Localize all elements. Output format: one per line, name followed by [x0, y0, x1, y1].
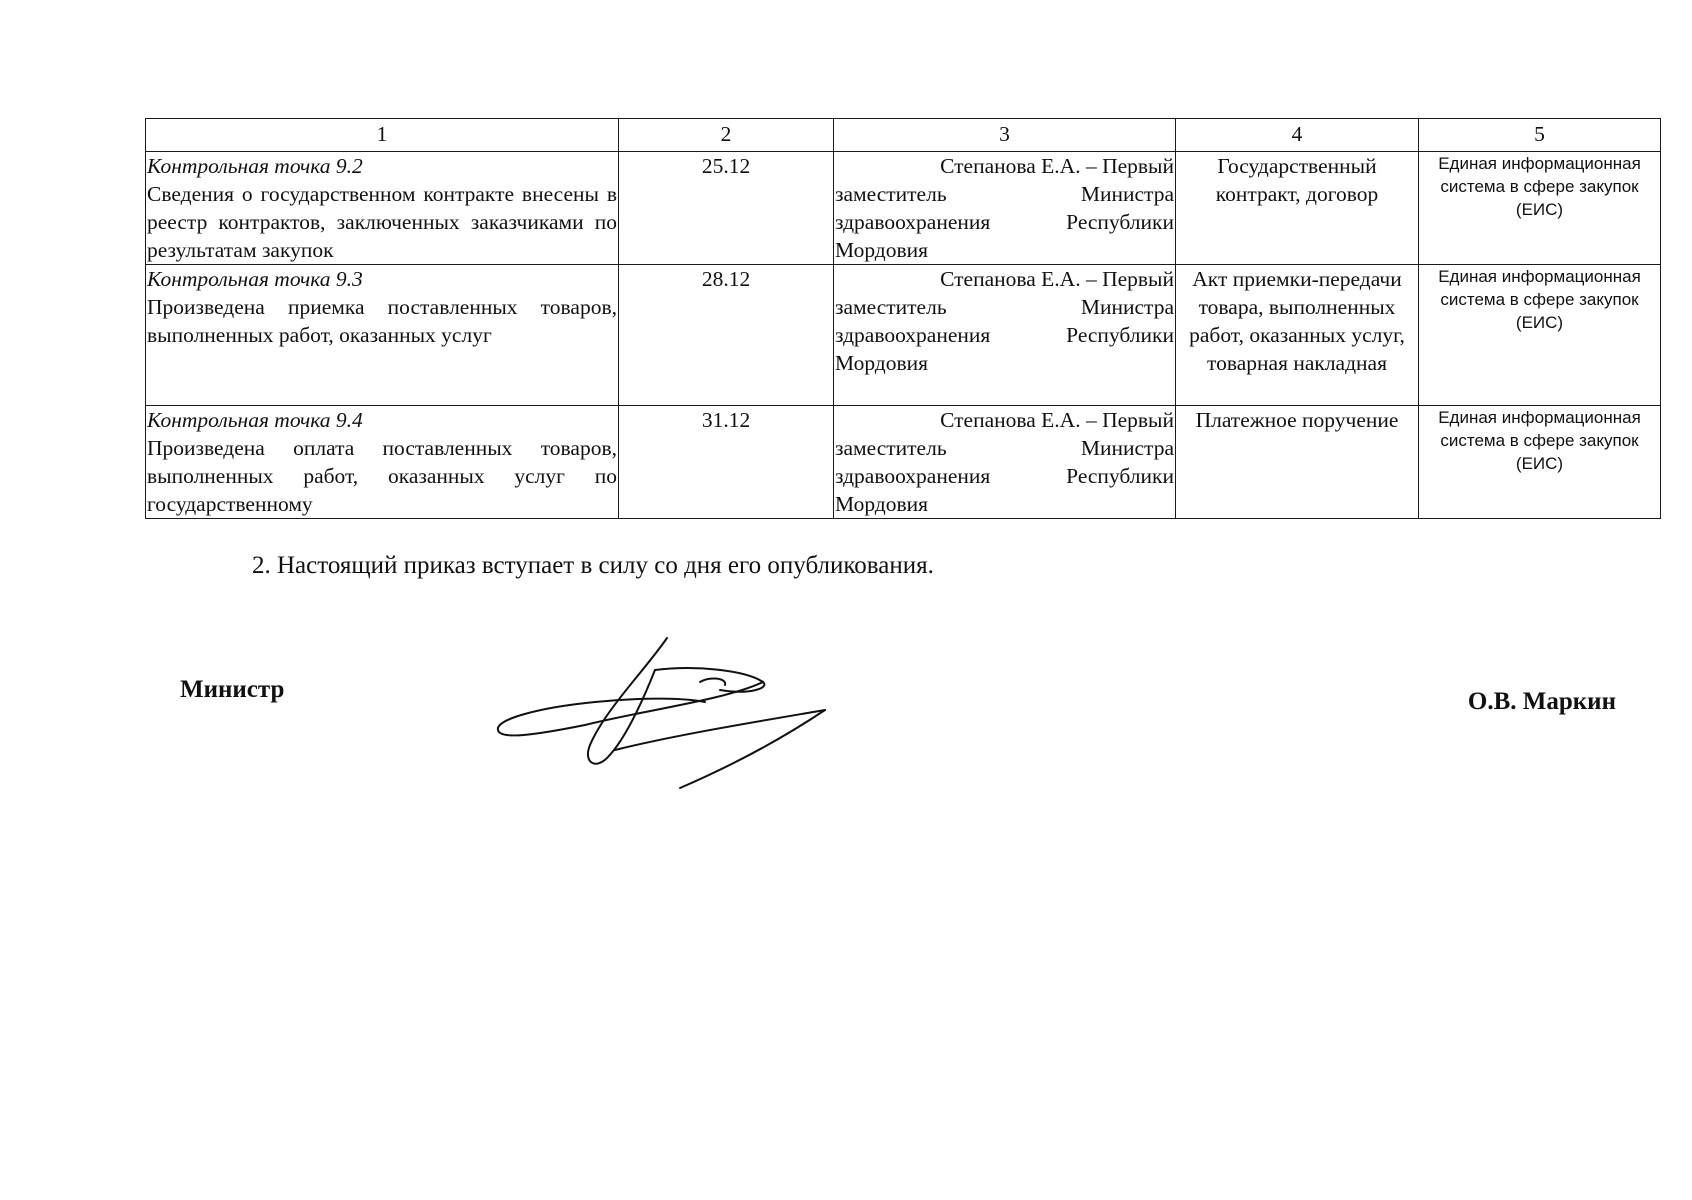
checkpoint-description: Сведения о государственном контракте внесены в реестр контрактов, заключенных заказчиками по результатам закупок	[147, 182, 617, 262]
system-cell: Единая информационная система в сфере закупок (ЕИС)	[1419, 152, 1661, 265]
responsible-name: Степанова Е.А. – Первый	[940, 154, 1174, 178]
responsible-cell	[834, 406, 1176, 519]
checkpoint-table	[145, 118, 1661, 519]
system-cell: Единая информационная система в сфере закупок (ЕИС)	[1419, 406, 1661, 519]
responsible-cell	[834, 265, 1176, 406]
column-header-3: 3	[834, 119, 1176, 152]
column-header-4: 4	[1176, 119, 1419, 152]
checkpoint-title: Контрольная точка 9.2	[147, 154, 363, 178]
signatory-name: О.В. Маркин	[1467, 688, 1616, 715]
checkpoint-description: Произведена оплата поставленных товаров, выполненных работ, оказанных услуг по государственному	[147, 436, 617, 516]
document-cell: Государственный контракт, договор	[1176, 152, 1419, 265]
checkpoint-description: Произведена приемка поставленных товаров, выполненных работ, оказанных услуг	[147, 295, 617, 347]
table-row	[146, 152, 1661, 265]
checkpoint-title: Контрольная точка 9.4	[147, 408, 363, 432]
table-row	[146, 265, 1661, 406]
table-header-row	[146, 119, 1661, 152]
responsible-cell	[834, 152, 1176, 265]
table-row	[146, 406, 1661, 519]
checkpoint-cell	[146, 406, 619, 519]
responsible-name: Степанова Е.А. – Первый	[940, 408, 1174, 432]
date-cell: 28.12	[619, 265, 834, 406]
system-cell: Единая информационная система в сфере закупок (ЕИС)	[1419, 265, 1661, 406]
clause-paragraph: 2. Настоящий приказ вступает в силу со дня его опубликования.	[252, 552, 934, 579]
checkpoint-title: Контрольная точка 9.3	[147, 267, 363, 291]
column-header-2: 2	[619, 119, 834, 152]
date-cell: 31.12	[619, 406, 834, 519]
responsible-position: заместитель Министра здравоохранения Республики Мордовия	[835, 182, 1174, 262]
column-header-5: 5	[1419, 119, 1661, 152]
date-cell: 25.12	[619, 152, 834, 265]
document-cell: Платежное поручение	[1176, 406, 1419, 519]
checkpoint-cell	[146, 152, 619, 265]
column-header-1: 1	[146, 119, 619, 152]
responsible-name: Степанова Е.А. – Первый	[940, 267, 1174, 291]
responsible-position: заместитель Министра здравоохранения Республики Мордовия	[835, 436, 1174, 516]
responsible-position: заместитель Министра здравоохранения Республики Мордовия	[835, 295, 1174, 375]
signatory-role: Министр	[180, 676, 285, 703]
handwritten-signature	[495, 630, 835, 790]
checkpoint-cell	[146, 265, 619, 406]
document-cell: Акт приемки-передачи товара, выполненных работ, оказанных услуг, товарная накладная	[1176, 265, 1419, 406]
